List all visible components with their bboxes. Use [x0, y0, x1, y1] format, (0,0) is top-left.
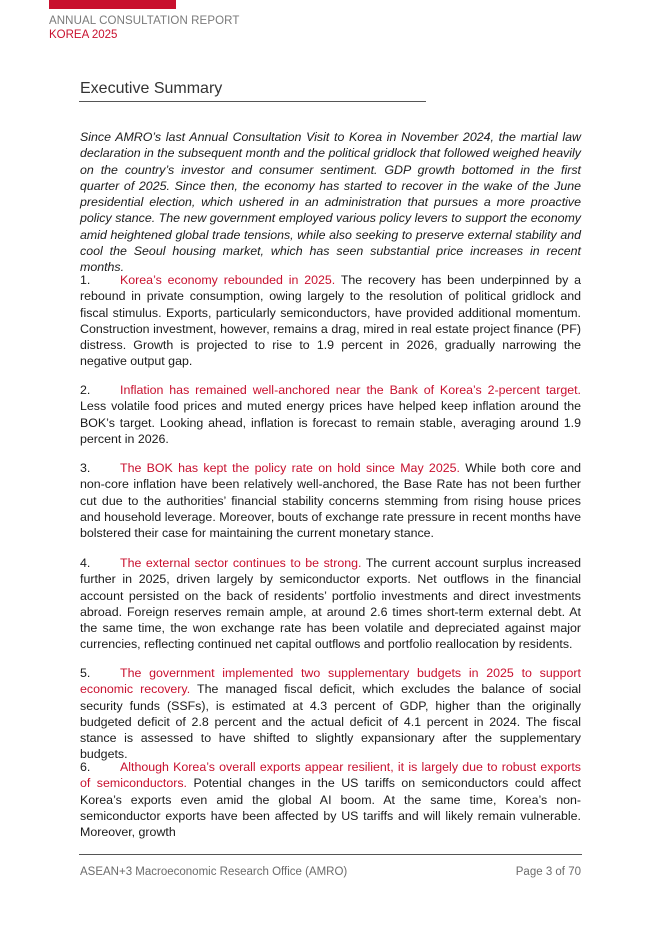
numbered-paragraph: [80, 382, 581, 447]
paragraph-body: While both core and non-core inflation have been relatively well-anchored, the Base Rate has not been further cut due to the authorities’ financial stability concerns stemming from rising house prices and household leverage. Moreover, bouts of exchange rate pressure in recent months have bolstered their case for maintaining the current monetary stance.: [80, 461, 581, 541]
paragraph-body: Potential changes in the US tariffs on semiconductors could affect Korea’s exports even amid the global AI boom. At the same time, Korea’s non-semiconductor exports have been affected by US tariffs and will likely remain vulnerable. Moreover, growth: [80, 776, 581, 840]
paragraph-number: 3.: [80, 461, 91, 475]
paragraph-body: The managed fiscal deficit, which excludes the balance of social security funds (SSFs), is estimated at 4.3 percent of GDP, higher than the originally budgeted deficit of 2.8 percent and the actual deficit of 4.1 percent in 2024. The fiscal stance is assessed to have shifted to slightly expansionary after the supplementary budgets.: [80, 682, 582, 762]
paragraph-number: 6.: [80, 760, 91, 774]
report-title: ANNUAL CONSULTATION REPORT: [49, 15, 240, 27]
paragraph-body: The recovery has been underpinned by a rebound in private consumption, owing largely to the resolution of political gridlock and fiscal stimulus. Exports, particularly semiconductors, have provided additional momentum. Construction investment, however, remains a drag, mired in real estate project finance (PF) distress. Growth is projected to rise to 1.9 percent in 2026, gradually narrowing the negative output gap.: [80, 273, 581, 369]
paragraph-highlight: Korea’s economy rebounded in 2025.: [120, 273, 336, 287]
paragraph-highlight: Inflation has remained well-anchored near the Bank of Korea’s 2-percent target.: [120, 383, 581, 397]
numbered-paragraph: [80, 460, 581, 541]
summary-paragraph: Since AMRO’s last Annual Consultation Visit to Korea in November 2024, the martial law declaration in the subsequent month and the political gridlock that followed weighed heavily on the country’s investor and consumer sentiment. GDP growth bottomed in the first quarter of 2025. Since then, the economy has started to recover in the wake of the June presidential election, which ushered in an administration that pursues a more proactive policy stance. The new government employed various policy levers to support the economy amid heightened global trade tensions, while also seeking to preserve external stability and cool the Seoul housing market, which has seen substantial price increases in recent months.: [80, 130, 581, 275]
footer-organization: ASEAN+3 Macroeconomic Research Office (AMRO): [80, 866, 348, 878]
footer-divider: [79, 854, 582, 855]
page-number: Page 3 of 70: [515, 866, 581, 878]
section-title: Executive Summary: [80, 80, 223, 97]
paragraph-highlight: The BOK has kept the policy rate on hold since May 2025.: [120, 461, 460, 475]
header-accent-bar: [49, 0, 176, 9]
paragraph-highlight: The external sector continues to be strong.: [120, 556, 362, 570]
paragraph-highlight: The government implemented two supplementary budgets in 2025 to support economic recovery.: [80, 666, 581, 697]
paragraph-body: Less volatile food prices and muted energy prices have helped keep inflation around the BOK’s target. Looking ahead, inflation is forecast to remain stable, averaging around 1.9 percent in 2026.: [80, 399, 581, 446]
numbered-paragraph: [80, 272, 581, 370]
paragraph-number: 1.: [80, 273, 91, 287]
section-title-underline: [79, 101, 426, 102]
paragraph-highlight: Although Korea’s overall exports appear resilient, it is largely due to robust exports of semiconductors.: [80, 760, 581, 791]
numbered-paragraph: [80, 759, 581, 840]
paragraph-number: 2.: [80, 383, 91, 397]
numbered-paragraph: [80, 555, 581, 653]
paragraph-body: The current account surplus increased further in 2025, driven largely by semiconductor exports. Net outflows in the financial account persisted on the back of residents’ portfolio investments and direct investments abroad. Foreign reserves remain ample, at around 2.6 times short-term external debt. At the same time, the won exchange rate has been volatile and depreciated against major currencies, reflecting continued net capital outflows and portfolio reallocation by residents.: [80, 556, 581, 652]
numbered-paragraph: [80, 665, 581, 763]
paragraph-number: 4.: [80, 556, 91, 570]
paragraph-number: 5.: [80, 666, 91, 680]
report-subtitle: KOREA 2025: [49, 29, 118, 41]
